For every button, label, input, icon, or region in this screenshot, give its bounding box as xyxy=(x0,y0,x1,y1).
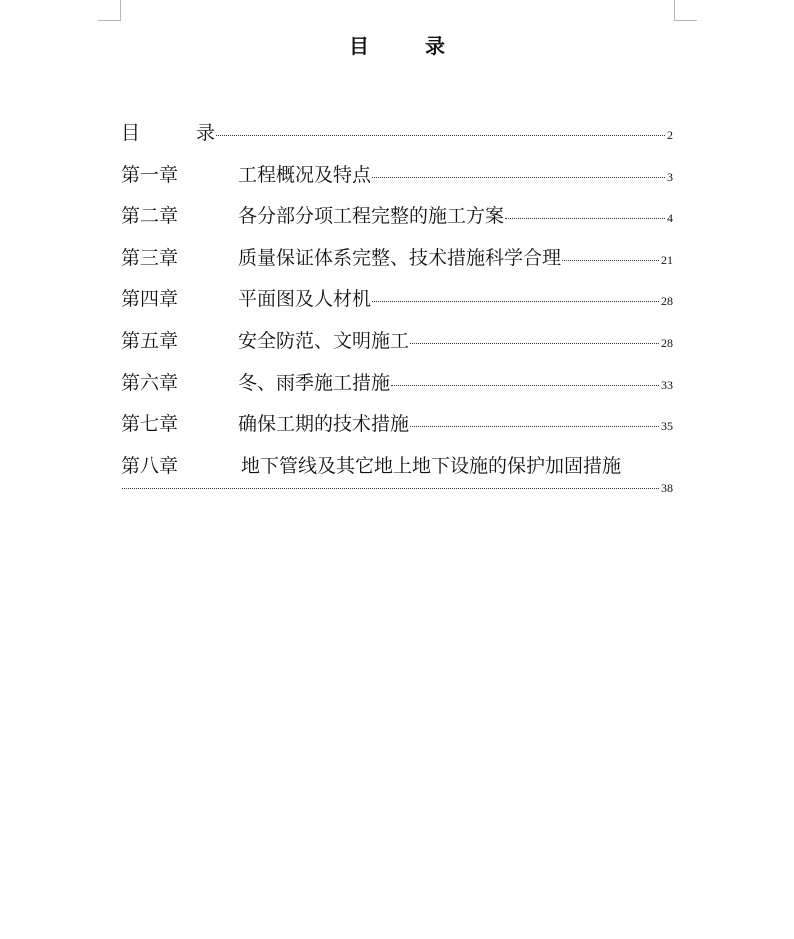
toc-chapter-title: 质量保证体系完整、技术措施科学合理 xyxy=(238,246,562,269)
toc-heading-char-1: 目 xyxy=(349,34,369,58)
toc-entry-label xyxy=(121,118,215,145)
toc-page-number: 38 xyxy=(661,480,673,495)
toc-chapter-label: 第四章 xyxy=(121,288,179,311)
top-right-margin-mark xyxy=(674,0,697,21)
table-of-contents xyxy=(121,118,673,501)
toc-chapter-label: 第八章 xyxy=(121,454,179,477)
dot-leader xyxy=(122,487,659,489)
toc-chapter-title: 工程概况及特点 xyxy=(238,163,372,186)
toc-entry-chapter-4[interactable] xyxy=(121,284,673,326)
dot-leader xyxy=(372,176,665,178)
toc-chapter-title: 地下管线及其它地上地下设施的保护加固措施 xyxy=(241,454,622,477)
toc-entry-chapter-3[interactable] xyxy=(121,243,673,285)
toc-chapter-label: 第二章 xyxy=(121,205,179,228)
toc-entry-chapter-2[interactable] xyxy=(121,201,673,243)
dot-leader xyxy=(410,342,659,344)
toc-chapter-title: 冬、雨季施工措施 xyxy=(238,371,391,394)
toc-entry-mulu[interactable] xyxy=(121,118,673,160)
dot-leader xyxy=(216,134,665,136)
toc-page-number: 21 xyxy=(661,252,673,267)
dot-leader xyxy=(505,217,665,219)
dot-leader xyxy=(372,300,659,302)
toc-chapter-label: 第七章 xyxy=(121,413,179,436)
toc-entry-label-char-2: 录 xyxy=(196,122,216,144)
toc-entry-chapter-1[interactable] xyxy=(121,160,673,202)
dot-leader xyxy=(410,425,659,427)
toc-chapter-label: 第六章 xyxy=(121,371,179,394)
toc-page-number: 28 xyxy=(661,294,673,309)
toc-chapter-title: 确保工期的技术措施 xyxy=(238,413,410,436)
toc-entry-label-char-1: 目 xyxy=(121,122,141,144)
toc-entry-chapter-5[interactable] xyxy=(121,326,673,368)
toc-heading xyxy=(0,30,794,59)
toc-chapter-title: 平面图及人材机 xyxy=(238,288,372,311)
toc-page-number: 33 xyxy=(661,377,673,392)
toc-chapter-label: 第一章 xyxy=(121,163,179,186)
toc-chapter-title: 各分部分项工程完整的施工方案 xyxy=(238,205,505,228)
toc-page-number: 28 xyxy=(661,335,673,350)
toc-page-number: 2 xyxy=(667,128,673,142)
top-left-margin-mark xyxy=(98,0,121,21)
toc-chapter-title: 安全防范、文明施工 xyxy=(238,329,410,352)
toc-chapter-label: 第三章 xyxy=(121,246,179,269)
dot-leader xyxy=(562,259,659,261)
toc-entry-chapter-7[interactable] xyxy=(121,409,673,451)
toc-page-number: 4 xyxy=(667,211,673,226)
dot-leader xyxy=(391,384,659,386)
toc-page-number: 3 xyxy=(667,169,673,184)
toc-page-number: 35 xyxy=(661,419,673,434)
toc-entry-chapter-6[interactable] xyxy=(121,368,673,410)
toc-entry-chapter-8[interactable] xyxy=(121,451,673,501)
toc-heading-char-2: 录 xyxy=(425,34,445,58)
toc-chapter-label: 第五章 xyxy=(121,329,179,352)
